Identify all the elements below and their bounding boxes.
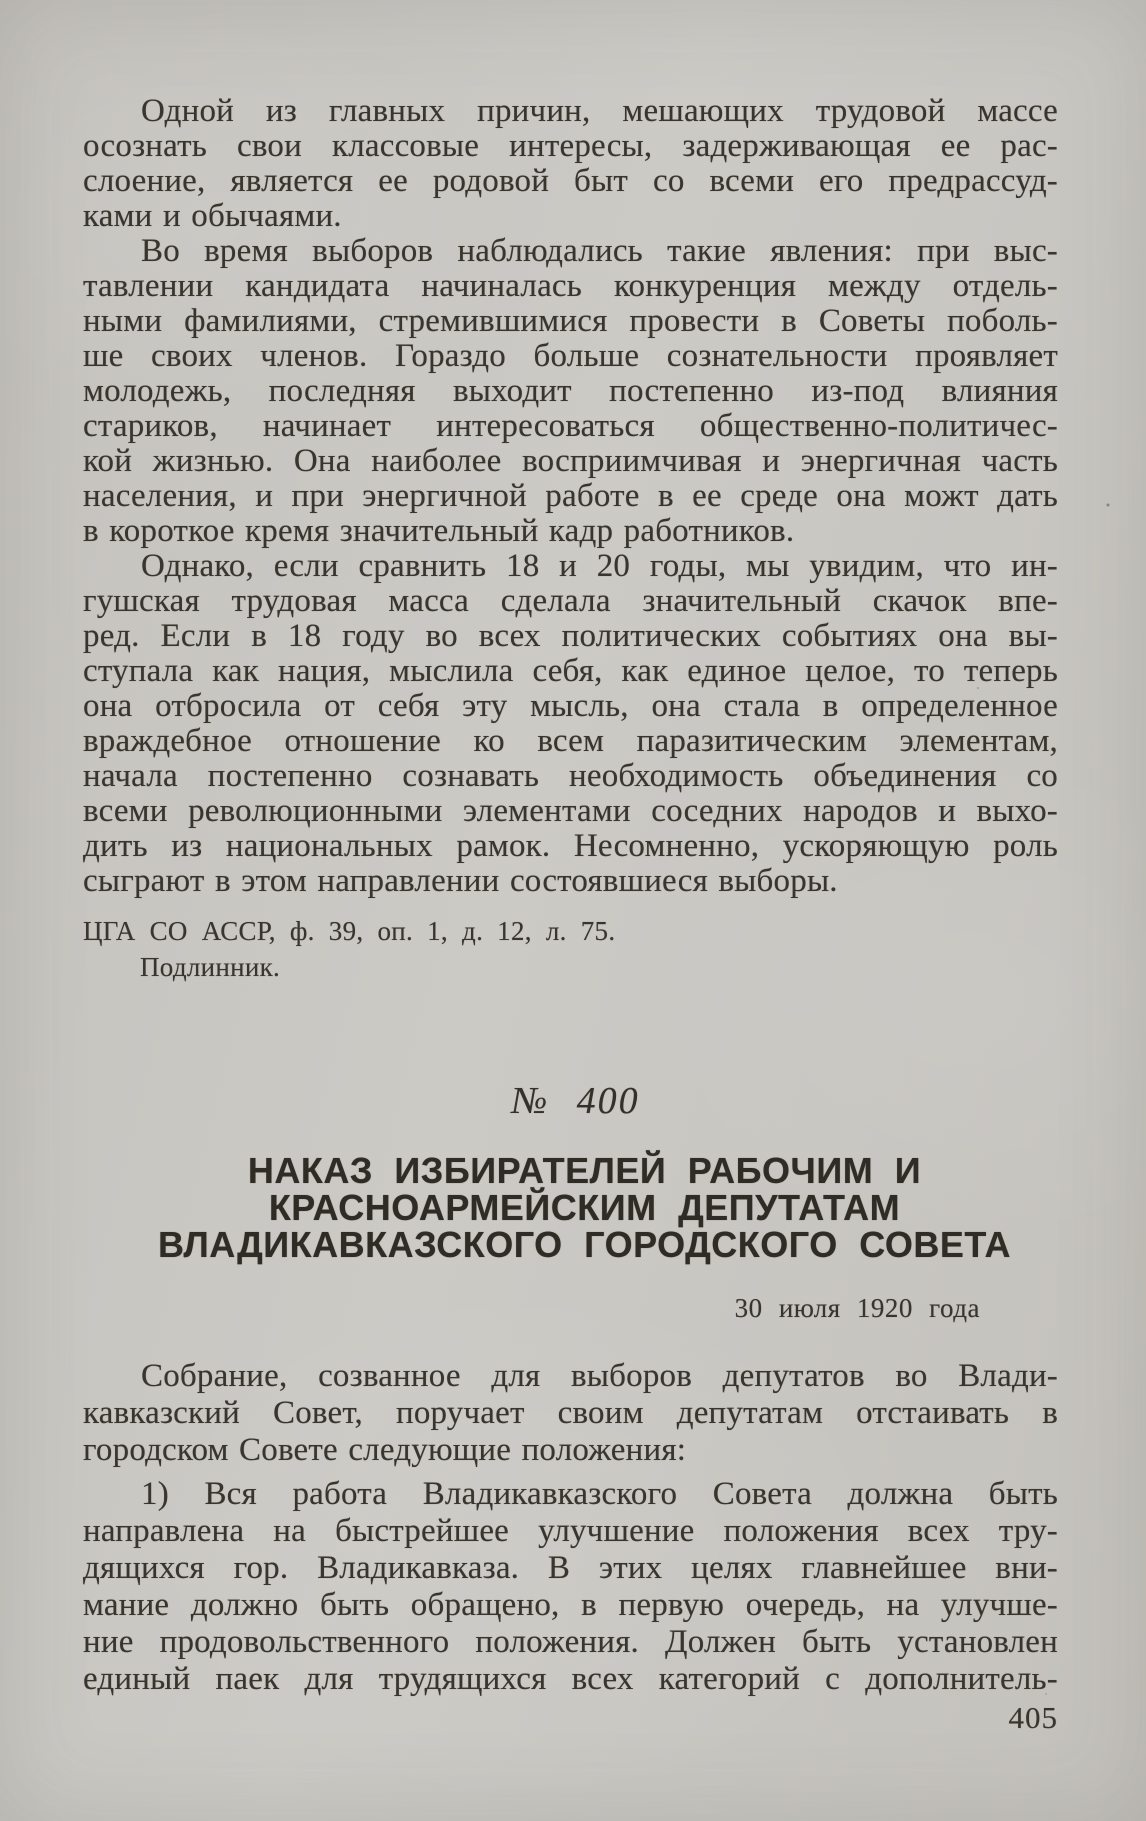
authenticity-note: Подлинник.	[140, 952, 281, 982]
text-line: ред. Если в 18 году во всех политических событиях она вы-	[83, 618, 1058, 654]
text-line: Во время выборов наблюдались такие явления: при выс-	[141, 233, 1058, 269]
text-line: стариков, начинает интересоваться общественно-политичес-	[83, 408, 1058, 444]
text-line: Собрание, созванное для выборов депутатов во Влади-	[141, 1358, 1058, 1394]
text-line: в короткое кремя значительный кадр работников.	[83, 513, 795, 549]
doc-399-paragraph-1	[83, 94, 1058, 234]
document-date: 30 июля 1920 года	[734, 1293, 980, 1323]
text-line: Однако, если сравнить 18 и 20 годы, мы увидим, что ин-	[141, 548, 1058, 584]
text-line: ными фамилиями, стремившимися провести в Советы поболь-	[83, 303, 1058, 339]
text-line: дить из национальных рамок. Несомненно, ускоряющую роль	[83, 828, 1058, 864]
text-line: ками и обычаями.	[83, 198, 342, 234]
doc-399-paragraph-3	[83, 549, 1058, 899]
document-number: № 400	[511, 1080, 640, 1122]
doc-400-item-1	[83, 1476, 1058, 1698]
text-line: слоение, является ее родовой быт со всеми его предрассуд-	[83, 163, 1058, 199]
text-line: начала постепенно сознавать необходимость объединения со	[83, 758, 1058, 794]
text-line: молодежь, последняя выходит постепенно из-под влияния	[83, 373, 1058, 409]
text-line: ше своих членов. Гораздо больше сознательности проявляет	[83, 338, 1058, 374]
doc-400-body	[83, 1358, 1058, 1698]
doc-399-paragraph-2	[83, 234, 1058, 549]
text-line: всеми революционными элементами соседних народов и выхо-	[83, 793, 1058, 829]
text-line: тавлении кандидата начиналась конкуренция между отдель-	[83, 268, 1058, 304]
document-title	[83, 1152, 1058, 1263]
text-line: Одной из главных причин, мешающих трудовой массе	[141, 93, 1058, 129]
text-line: осознать свои классовые интересы, задерживающая ее рас-	[83, 128, 1058, 164]
text-line: дящихся гор. Владикавказа. В этих целях главнейшее вни-	[83, 1550, 1058, 1586]
text-line: 1) Вся работа Владикавказского Совета должна быть	[141, 1476, 1058, 1512]
page-number: 405	[1008, 1700, 1058, 1735]
doc-400-intro-paragraph	[83, 1358, 1058, 1469]
text-line: мание должно быть обращено, в первую очередь, на улучше-	[83, 1587, 1058, 1623]
text-line: ние продовольственного положения. Должен быть установлен	[83, 1624, 1058, 1660]
text-line: городском Совете следующие положения:	[83, 1432, 687, 1468]
text-line: единый паек для трудящихся всех категорий с дополнитель-	[83, 1661, 1058, 1697]
text-line: НАКАЗ ИЗБИРАТЕЛЕЙ РАБОЧИМ И	[247, 1150, 922, 1191]
text-line: она отбросила от себя эту мысль, она стала в определенное	[83, 688, 1058, 724]
text-column	[83, 0, 1058, 1734]
text-line: кой жизнью. Она наиболее восприимчивая и энергичная часть	[83, 443, 1058, 479]
text-line: ВЛАДИКАВКАЗСКОГО ГОРОДСКОГО СОВЕТА	[157, 1224, 1012, 1265]
text-line: враждебное отношение ко всем паразитическим элементам,	[83, 723, 1058, 759]
text-line: населения, и при энергичной работе в ее среде она можт дать	[83, 478, 1058, 514]
doc-399-body	[83, 94, 1058, 899]
text-line: направлена на быстрейшее улучшение положения всех тру-	[83, 1513, 1058, 1549]
text-line: КРАСНОАРМЕЙСКИМ ДЕПУТАТАМ	[268, 1187, 901, 1228]
text-line: ступала как нация, мыслила себя, как единое целое, то теперь	[83, 653, 1058, 689]
text-line: сыграют в этом направлении состоявшиеся выборы.	[83, 863, 838, 899]
text-line: кавказский Совет, поручает своим депутатам отстаивать в	[83, 1395, 1058, 1431]
text-line: гушская трудовая масса сделала значительный скачок впе-	[83, 583, 1058, 619]
archival-source-citation: ЦГА СО АССР, ф. 39, оп. 1, д. 12, л. 75.	[83, 916, 616, 946]
